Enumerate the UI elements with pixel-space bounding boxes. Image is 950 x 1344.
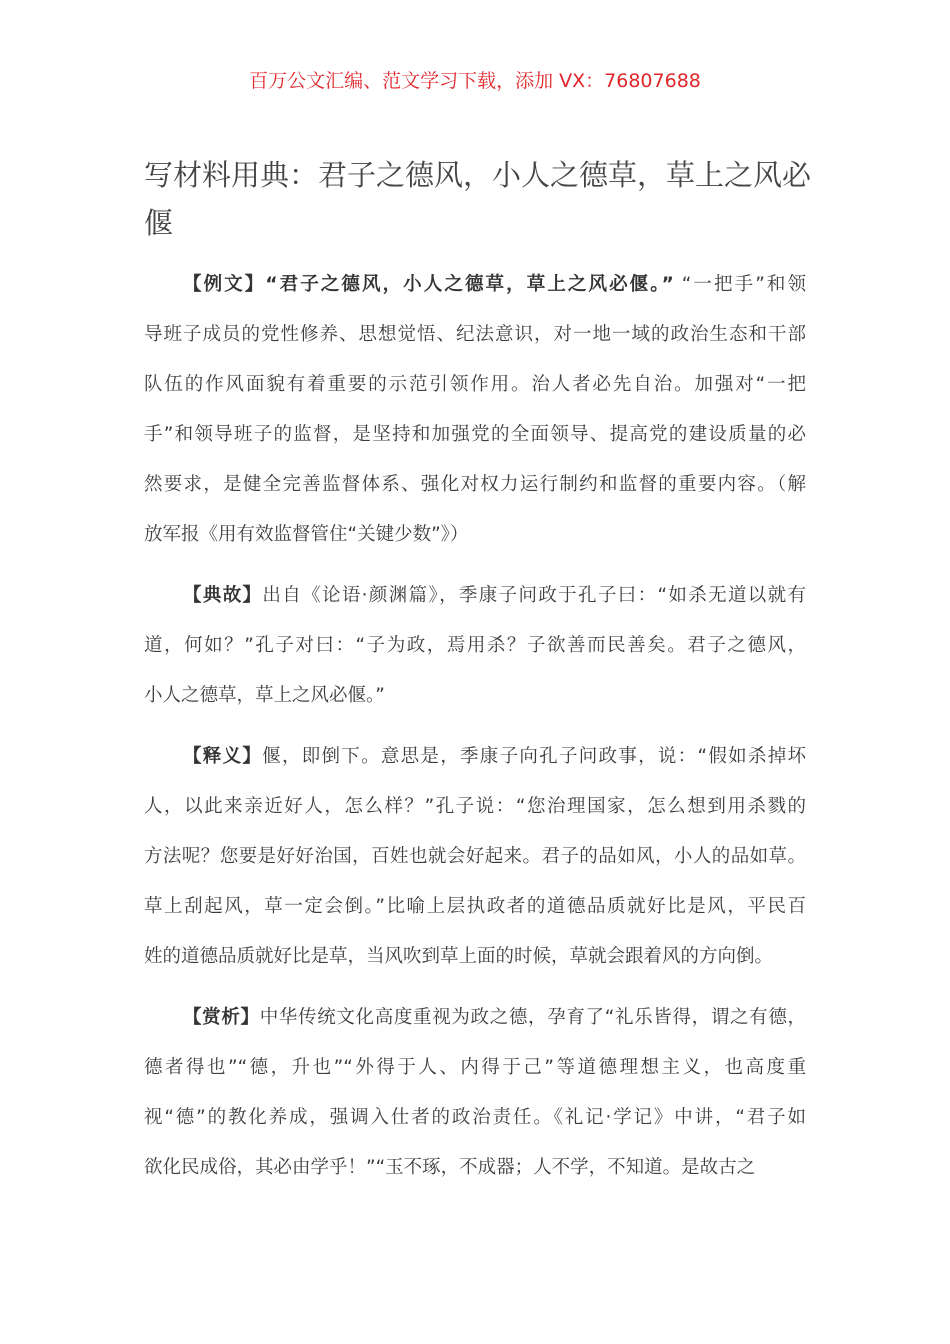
text-line <box>144 732 806 782</box>
text-line <box>144 671 806 721</box>
text-line <box>144 571 806 621</box>
page-title <box>144 151 814 247</box>
text-line <box>144 460 806 510</box>
line-text: 然要求，是健全完善监督体系、强化对权力运行制约和监督的重要内容。（解 <box>144 474 806 495</box>
text-line <box>144 410 806 460</box>
text-line <box>144 1093 806 1143</box>
line-text: 手”和领导班子的监督，是坚持和加强党的全面领导、提高党的建设质量的必 <box>144 424 806 445</box>
line-text: 偃，即倒下。意思是，季康子向孔子问政事，说：“假如杀掉坏 <box>262 746 806 767</box>
line-text: 队伍的作风面貌有着重要的示范引领作用。治人者必先自治。加强对“一把 <box>144 374 806 395</box>
line-text: 欲化民成俗，其必由学乎！”“玉不琢，不成器；人不学，不知道。是故古之 <box>144 1157 756 1178</box>
line-text: 方法呢？您要是好好治国，百姓也就会好起来。君子的品如风，小人的品如草。 <box>144 846 806 867</box>
text-line <box>144 1143 806 1193</box>
text-line <box>144 832 806 882</box>
text-line <box>144 882 806 932</box>
line-text: 姓的道德品质就好比是草，当风吹到草上面的时候，草就会跟着风的方向倒。 <box>144 946 774 967</box>
bold-quote: “君子之德风，小人之德草，草上之风必偃。” <box>265 274 674 295</box>
line-text: “一把手”和领 <box>673 274 806 295</box>
text-line <box>144 621 806 671</box>
paragraph <box>144 732 806 982</box>
line-text: 中华传统文化高度重视为政之德，孕育了“礼乐皆得，谓之有德， <box>259 1007 806 1028</box>
text-line <box>144 782 806 832</box>
line-text: 人，以此来亲近好人，怎么样？”孔子说：“您治理国家，怎么想到用杀戮的 <box>144 796 806 817</box>
section-label: 【释义】 <box>183 746 263 767</box>
text-line <box>144 932 806 982</box>
text-line <box>144 360 806 410</box>
line-text: 出自《论语·颜渊篇》，季康子问政于孔子曰：“如杀无道以就有 <box>262 585 806 606</box>
section-label: 【赏析】 <box>183 1007 260 1028</box>
text-line <box>144 993 806 1043</box>
line-text: 小人之德草，草上之风必偃。” <box>144 685 385 706</box>
line-text: 草上刮起风，草一定会倒。”比喻上层执政者的道德品质就好比是风，平民百 <box>144 896 806 917</box>
text-line <box>144 310 806 360</box>
line-text: 导班子成员的党性修养、思想觉悟、纪法意识，对一地一域的政治生态和干部 <box>144 324 806 345</box>
text-line <box>144 1043 806 1093</box>
line-text: 道，何如？”孔子对曰：“子为政，焉用杀？子欲善而民善矣。君子之德风， <box>144 635 806 656</box>
paragraph <box>144 571 806 721</box>
title-line: 偃 <box>144 206 174 240</box>
section-label: 【典故】 <box>183 585 263 606</box>
paragraph <box>144 993 806 1193</box>
line-text: 视“德”的教化养成，强调入仕者的政治责任。《礼记·学记》中讲，“君子如 <box>144 1107 806 1128</box>
section-label: 【例文】 <box>183 274 266 295</box>
line-text: 德者得也”“德，升也”“外得于人、内得于己”等道德理想主义，也高度重 <box>144 1057 806 1078</box>
paragraph <box>144 260 806 560</box>
line-text: 放军报《用有效监督管住“关键少数”》） <box>144 524 469 545</box>
text-line <box>144 260 806 310</box>
watermark-header: 百万公文汇编、范文学习下载，添加 VX：76807688 <box>249 70 701 92</box>
title-line: 写材料用典：君子之德风，小人之德草，草上之风必 <box>144 158 812 192</box>
text-line <box>144 510 806 560</box>
